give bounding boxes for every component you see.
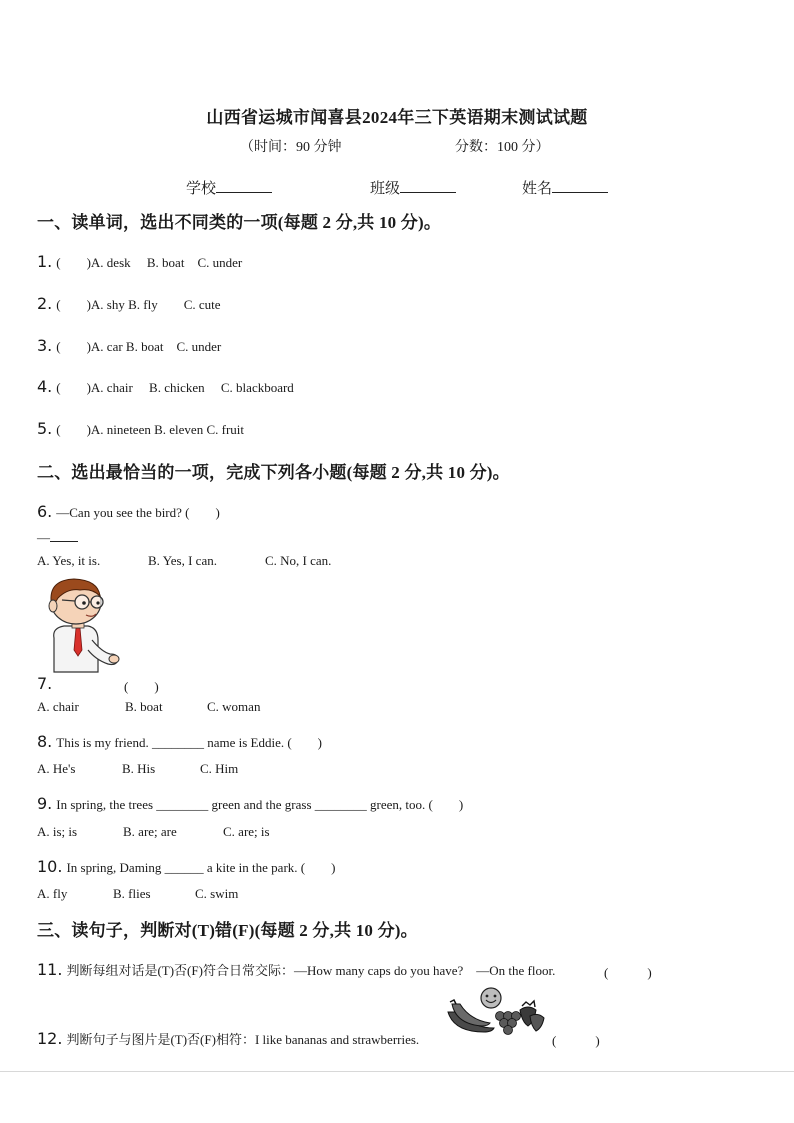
page-divider [0, 1071, 794, 1072]
boy-illustration [40, 578, 122, 674]
question-12: 12. 判断句子与图片是(T)否(F)相符：I like bananas and strawberries. [37, 1029, 420, 1048]
question-8-options [37, 761, 238, 777]
option-b[interactable]: B. boat [125, 699, 163, 714]
option-a[interactable]: A. chair [37, 699, 79, 714]
option-c[interactable]: C. No, I can. [265, 553, 332, 568]
name-label: 姓名 [522, 181, 553, 197]
option-c[interactable]: C. are; is [223, 824, 270, 839]
school-blank[interactable] [216, 178, 272, 193]
option-b[interactable]: B. are; are [123, 824, 177, 839]
question-9: 9. In spring, the trees ________ green and the grass ________ green, too. ( ) [37, 794, 464, 813]
time-info: （时间：90 分钟 [240, 140, 342, 155]
question-6: 6. —Can you see the bird? ( ) [37, 502, 220, 521]
option-a[interactable]: A. Yes, it is. [37, 553, 101, 568]
name-field [522, 177, 608, 198]
question-11: 11. 判断每组对话是(T)否(F)符合日常交际：—How many caps do you have? —On the floor. [37, 960, 556, 979]
question-12-paren: ( ) [552, 1033, 600, 1048]
option-a[interactable]: A. is; is [37, 824, 78, 839]
question-8: 8. This is my friend. ________ name is Eddie. ( ) [37, 732, 323, 751]
question-10-options [37, 886, 238, 902]
question-4: 4. ( )A. chair B. chicken C. blackboard [37, 377, 294, 396]
question-3: 3. ( )A. car B. boat C. under [37, 336, 222, 355]
reply-blank[interactable] [50, 531, 78, 542]
class-label: 班级 [370, 181, 401, 197]
option-a[interactable]: A. fly [37, 886, 68, 901]
option-b[interactable]: B. flies [113, 886, 151, 901]
question-9-options [37, 824, 270, 840]
school-label: 学校 [186, 181, 217, 197]
name-blank[interactable] [552, 178, 608, 193]
question-7-options [37, 699, 260, 715]
fruit-illustration [446, 986, 546, 1036]
section-1-title: 一、读单词，选出不同类的一项(每题 2 分,共 10 分)。 [37, 213, 442, 232]
question-6-reply: — [37, 530, 78, 546]
school-field [186, 177, 272, 198]
option-a[interactable]: A. He's [37, 761, 76, 776]
option-c[interactable]: C. swim [195, 886, 239, 901]
option-c[interactable]: C. woman [207, 699, 261, 714]
question-7: 7. [37, 674, 53, 693]
question-11-paren: ( ) [604, 965, 652, 980]
question-5: 5. ( )A. nineteen B. eleven C. fruit [37, 419, 244, 438]
question-2: 2. ( )A. shy B. fly C. cute [37, 294, 221, 313]
page-title: 山西省运城市闻喜县2024年三下英语期末测试试题 [206, 108, 588, 127]
option-b[interactable]: B. Yes, I can. [148, 553, 217, 568]
question-6-options [37, 553, 331, 569]
score-info: 分数：100 分） [455, 140, 550, 155]
question-1: 1. ( )A. desk B. boat C. under [37, 252, 243, 271]
class-blank[interactable] [400, 178, 456, 193]
class-field [370, 177, 456, 198]
option-b[interactable]: B. His [122, 761, 156, 776]
question-10: 10. In spring, Daming ______ a kite in the park. ( ) [37, 857, 336, 876]
option-c[interactable]: C. Him [200, 761, 239, 776]
question-7-paren: ( ) [124, 679, 159, 694]
section-2-title: 二、选出最恰当的一项，完成下列各小题(每题 2 分,共 10 分)。 [37, 463, 510, 482]
section-3-title: 三、读句子，判断对(T)错(F)(每题 2 分,共 10 分)。 [37, 921, 418, 940]
